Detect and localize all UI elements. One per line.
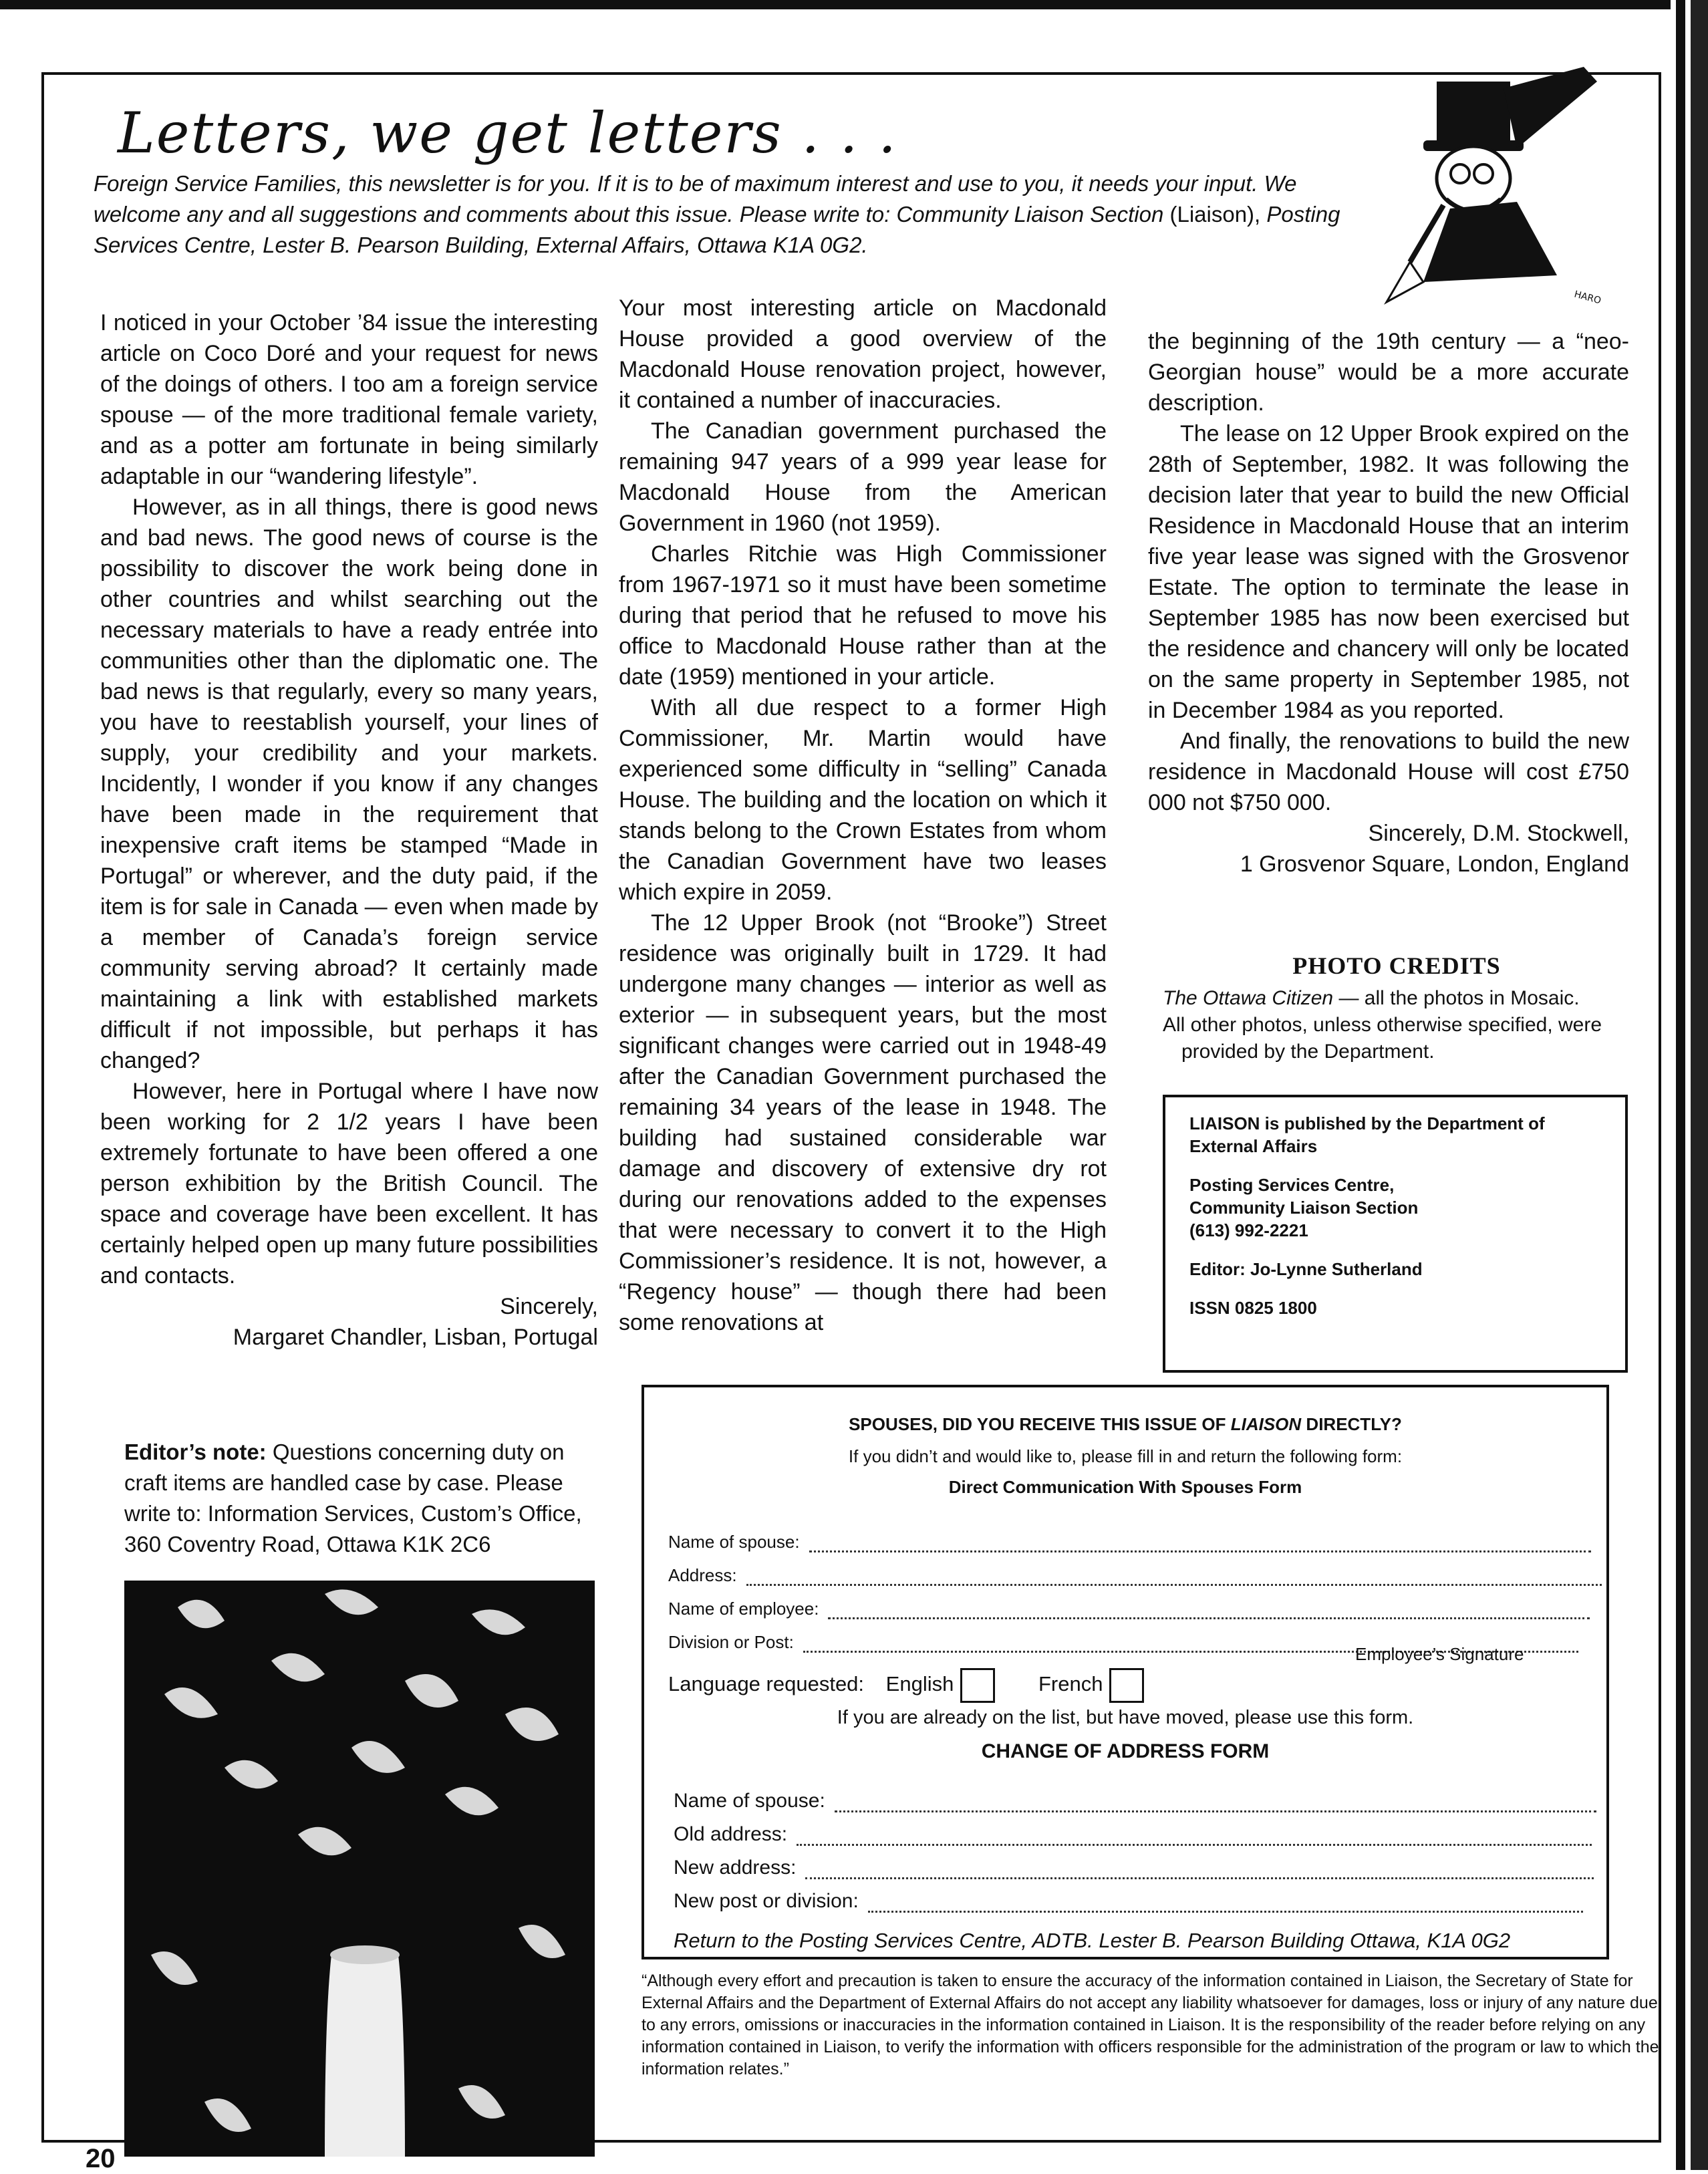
credits-line-2: All other photos, unless otherwise specified, were	[1163, 1014, 1602, 1036]
contact-block	[1189, 1174, 1601, 1242]
credits-line-1: — all the photos in Mosaic.	[1333, 987, 1580, 1009]
editor-line: Editor: Jo-Lynne Sutherland	[1189, 1259, 1423, 1279]
editor-note	[124, 1437, 599, 1560]
letter-chandler	[100, 307, 598, 1353]
contact-phone: (613) 992-2221	[1189, 1220, 1308, 1240]
field-line	[809, 1545, 1591, 1552]
letter-paragraph: And finally, the renovations to build the new residence in Macdonald House will cost £750 000 not $750 000.	[1148, 728, 1629, 815]
field-label: Name of spouse:	[674, 1790, 825, 1812]
letter-stockwell-part1	[619, 293, 1107, 1338]
letter-paragraph: However, as in all things, there is good news and bad news. The good news of course is the possibility to discover the work being done in other countries and whilst searching out the necessary materials to have a ready entrée into communities other than the diplomatic one. The bad news is that regularly, every so many years, you have to reestablish yourself, your lines of supply, your credibility and your markets. Incidently, I wonder if you know if any changes have been made in the requirement that inexpensive craft items be stamped “Made in Portugal” or wherever, and the duty paid, if the item is for sale in Canada — even when made by a member of Canada’s foreign service community serving abroad? It certainly made maintaining a link with established markets difficult if not impossible, but perhaps it has changed?	[100, 495, 598, 1073]
french-label: French	[1038, 1672, 1103, 1696]
letter-paragraph: I noticed in your October ’84 issue the interesting article on Coco Doré and your request for news of the doings of others. I too am a foreign service spouse — of the more traditional female variety, and as a potter am fortunate in being similarly adaptable in our “wandering lifestyle”.	[100, 310, 598, 489]
intro-text	[94, 168, 1363, 261]
address-field[interactable]	[668, 1565, 1602, 1586]
field-label: New address:	[674, 1857, 797, 1879]
credits-source: The Ottawa Citizen	[1163, 987, 1334, 1009]
letter-closing: Sincerely, D.M. Stockwell,	[1368, 821, 1629, 846]
field-line	[835, 1805, 1596, 1812]
new-post-field[interactable]	[674, 1890, 1583, 1913]
field-label: Name of employee:	[668, 1599, 819, 1619]
issn-line: ISSN 0825 1800	[1189, 1298, 1317, 1318]
spouse-name-field[interactable]	[668, 1532, 1591, 1552]
intro-part-3: Posting Services Centre, Lester B. Pearson Building, External Affairs, Ottawa K1A 0G2.	[94, 202, 1340, 257]
employee-name-field[interactable]	[668, 1599, 1590, 1619]
english-label: English	[885, 1672, 954, 1696]
page-number: 20	[86, 2144, 116, 2173]
field-line	[797, 1839, 1592, 1846]
letter-paragraph: Your most interesting article on Macdonald House provided a good overview of the Macdonald House renovation project, however, it contained a number of inaccuracies.	[619, 295, 1107, 413]
top-border	[0, 0, 1708, 9]
field-label: Address:	[668, 1565, 737, 1585]
form-heading-part: LIAISON	[1230, 1414, 1302, 1434]
field-label: New post or division:	[674, 1890, 859, 1912]
publication-info-box	[1163, 1095, 1628, 1373]
letter-paragraph: With all due respect to a former High Commissioner, Mr. Martin would have experienced some difficulty in “selling” Canada House. The building and the location on which it stands belong to the Crown Estates from whom the Canadian Government have two leases which expire in 2059.	[619, 695, 1107, 905]
form-heading-part: SPOUSES, DID YOU RECEIVE THIS ISSUE OF	[849, 1414, 1231, 1434]
field-line	[828, 1612, 1590, 1619]
spouse-name-field-2[interactable]	[674, 1790, 1596, 1812]
subscription-form	[642, 1385, 1609, 1959]
editor-note-label: Editor’s note:	[124, 1440, 267, 1464]
letter-paragraph: The lease on 12 Upper Brook expired on the 28th of September, 1982. It was following the decision later that year to build the new Official Residence in Macdonald House that an interim five year lease was signed with the Grosvenor Estate. The option to terminate the lease in September 1985 has now been exercised but the residence and chancery will only be located on the same property in September 1985, not in December 1984 as you reported.	[1148, 421, 1629, 723]
change-of-address-title: CHANGE OF ADDRESS FORM	[981, 1740, 1270, 1762]
field-line	[868, 1905, 1583, 1913]
photo-credits-heading: PHOTO CREDITS	[1292, 952, 1501, 979]
language-requested	[668, 1668, 1144, 1703]
letter-paragraph: The Canadian government purchased the remaining 947 years of a 999 year lease for Macdonald House from the American Government in 1960 (not 1959).	[619, 418, 1107, 536]
new-address-field[interactable]	[674, 1857, 1594, 1879]
letter-stockwell-part2	[1148, 326, 1629, 879]
letter-paragraph: Charles Ritchie was High Commissioner from 1967-1971 so it must have been sometime during that period that he refused to move his office to Macdonald House rather than at the date (1959) mentioned in your article.	[619, 541, 1107, 690]
form-heading	[644, 1414, 1606, 1435]
form-heading-part: DIRECTLY?	[1301, 1414, 1402, 1434]
moved-note: If you are already on the list, but have moved, please use this form.	[837, 1707, 1414, 1728]
employee-signature-label: Employee’s Signature	[1355, 1644, 1524, 1664]
credits-line-3: provided by the Department.	[1181, 1041, 1435, 1063]
intro-part-2: (Liaison),	[1163, 202, 1267, 227]
old-address-field[interactable]	[674, 1823, 1592, 1846]
field-line	[805, 1872, 1594, 1879]
top-hat-man-icon	[1383, 61, 1610, 309]
form-title: Direct Communication With Spouses Form	[948, 1477, 1302, 1497]
photo-vase-flowers	[124, 1581, 595, 2157]
french-checkbox[interactable]	[1109, 1668, 1144, 1703]
field-label: Division or Post:	[668, 1632, 794, 1652]
field-line	[746, 1579, 1602, 1586]
return-address: Return to the Posting Services Centre, ADTB. Lester B. Pearson Building Ottawa, K1A 0G2	[674, 1929, 1511, 1952]
language-label: Language requested:	[668, 1672, 865, 1696]
cartoon-signature: HARO	[1572, 289, 1602, 307]
letter-paragraph: However, here in Portugal where I have now been working for 2 1/2 years I have been extremely fortunate to have been offered a one person exhibition by the British Council. The space and coverage have been excellent. It has certainly helped open up many future possibilities and contacts.	[100, 1079, 598, 1288]
english-checkbox[interactable]	[960, 1668, 995, 1703]
form-instruction: If you didn’t and would like to, please fill in and return the following form:	[848, 1446, 1403, 1466]
contact-line: Posting Services Centre,	[1189, 1175, 1395, 1195]
letter-closing: Sincerely,	[500, 1294, 598, 1319]
letter-address: 1 Grosvenor Square, London, England	[1240, 851, 1629, 877]
contact-line: Community Liaison Section	[1189, 1198, 1419, 1218]
photo-credits	[1163, 985, 1637, 1065]
letter-paragraph: The 12 Upper Brook (not “Brooke”) Street residence was originally built in 1729. It had undergone many changes — interior as well as exterior — in subsequent years, but the most significant changes were carried out in 1948-49 after the Canadian Government purchased the remaining 34 years of the lease in 1948. The building had sustained considerable war damage and discovery of extensive dry rot during our renovations added to the expenses that were necessary to convert it to the High Commissioner’s residence. It is not, however, a “Regency house” — though there had been some renovations at	[619, 910, 1107, 1335]
editor-note-text: Questions concerning duty on craft items are handled case by case. Please write to: Information Services, Custom’s Office, 360 Coventry Road, Ottawa K1K 2C6	[124, 1440, 582, 1556]
disclaimer: “Although every effort and precaution is taken to ensure the accuracy of the information contained in Liaison, the Secretary of State for External Affairs and the Department of External Affairs do not accept any liability whatsoever for damages, loss or injury of any nature due to any errors, omissions or inaccuracies in the information contained in Liaison. It is the responsibility of the reader before relying on any information contained in Liaison, to verify the information with officers responsible for the administration of the program or law to which the information relates.”	[642, 1972, 1659, 2078]
intro-part-1: Foreign Service Families, this newsletter is for you. If it is to be of maximum interest and use to you, it needs your input. We welcome any and all suggestions and comments about this issue. Please write to: Community Liaison Section	[94, 171, 1297, 227]
field-label: Name of spouse:	[668, 1532, 800, 1552]
field-label: Old address:	[674, 1823, 788, 1845]
letter-signature: Margaret Chandler, Lisban, Portugal	[233, 1325, 598, 1350]
publisher-line: LIAISON is published by the Department of External Affairs	[1189, 1113, 1545, 1156]
page-title: Letters, we get letters . . .	[118, 100, 897, 166]
letter-paragraph: the beginning of the 19th century — a “neo-Georgian house” would be a more accurate description.	[1148, 329, 1629, 416]
binding-edge	[1671, 0, 1708, 2170]
